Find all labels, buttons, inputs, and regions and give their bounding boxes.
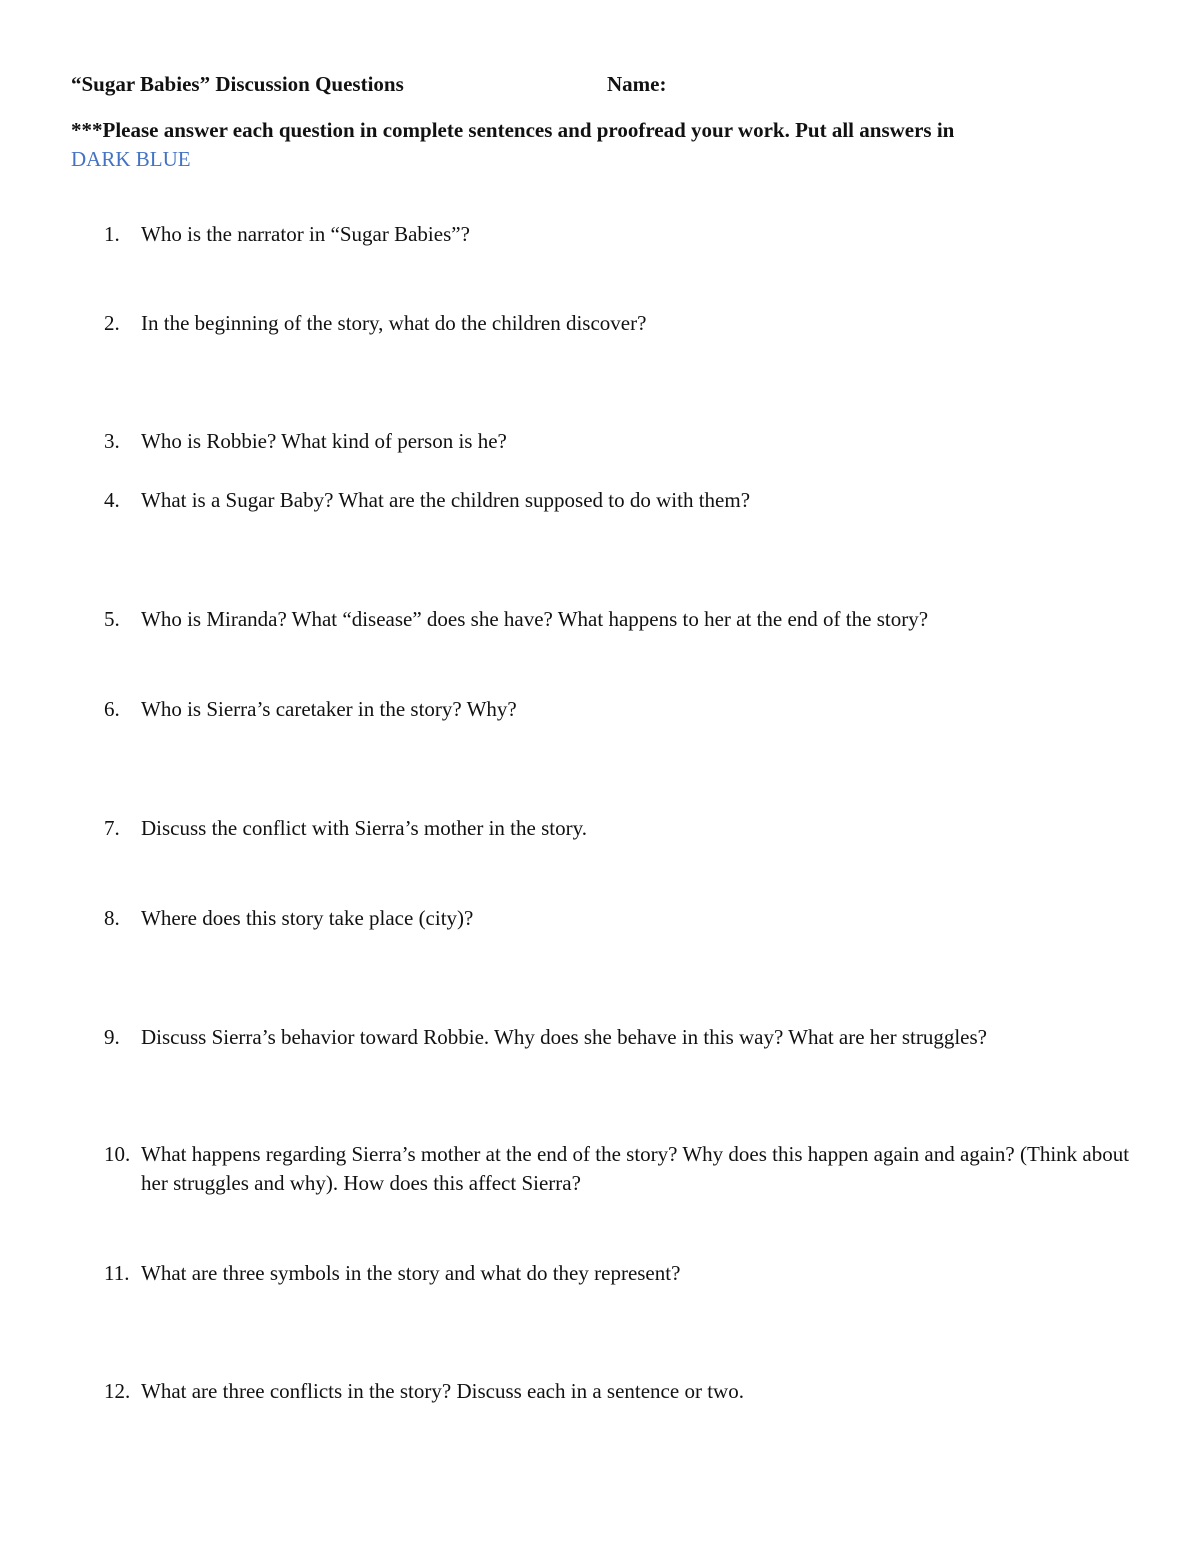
question-item [104,904,1134,933]
question-item [104,1140,1134,1198]
question-text: What is a Sugar Baby? What are the children supposed to do with them? [141,488,751,512]
instructions-text: ***Please answer each question in complete sentences and proofread your work. Put all answers in [71,118,955,142]
question-number: 1. [104,222,120,246]
question-text: Discuss Sierra’s behavior toward Robbie. Why does she behave in this way? What are her struggles? [141,1025,987,1049]
question-item [104,814,1134,843]
name-label: Name: [607,72,667,96]
question-text: What happens regarding Sierra’s mother at the end of the story? Why does this happen again and again? (Think about her struggles and why). How does this affect Sierra? [141,1142,1130,1195]
question-number: 10. [104,1142,131,1166]
question-number: 2. [104,311,120,335]
question-item [104,309,1134,338]
question-number: 3. [104,429,120,453]
question-number: 6. [104,697,120,721]
question-item [104,427,1134,456]
question-item [104,1023,1004,1052]
question-text: Who is the narrator in “Sugar Babies”? [141,222,470,246]
question-number: 5. [104,607,120,631]
question-item [104,695,1134,724]
question-number: 12. [104,1379,131,1403]
instructions [71,116,1131,174]
question-text: Where does this story take place (city)? [141,906,474,930]
question-item [104,1377,1134,1406]
question-text: Who is Miranda? What “disease” does she have? What happens to her at the end of the story? [141,607,929,631]
question-number: 8. [104,906,120,930]
question-text: Discuss the conflict with Sierra’s mother in the story. [141,816,587,840]
question-number: 9. [104,1025,120,1049]
question-item [104,1259,1134,1288]
question-text: What are three conflicts in the story? Discuss each in a sentence or two. [141,1379,744,1403]
question-text: What are three symbols in the story and what do they represent? [141,1261,681,1285]
question-number: 7. [104,816,120,840]
question-item [104,605,1134,634]
question-text: In the beginning of the story, what do the children discover? [141,311,647,335]
question-text: Who is Sierra’s caretaker in the story? Why? [141,697,517,721]
instructions-highlight: DARK BLUE [71,147,191,171]
question-text: Who is Robbie? What kind of person is he? [141,429,507,453]
question-number: 4. [104,488,120,512]
question-number: 11. [104,1261,130,1285]
document-title: “Sugar Babies” Discussion Questions [71,72,404,96]
question-item [104,486,1134,515]
question-item [104,220,1134,249]
